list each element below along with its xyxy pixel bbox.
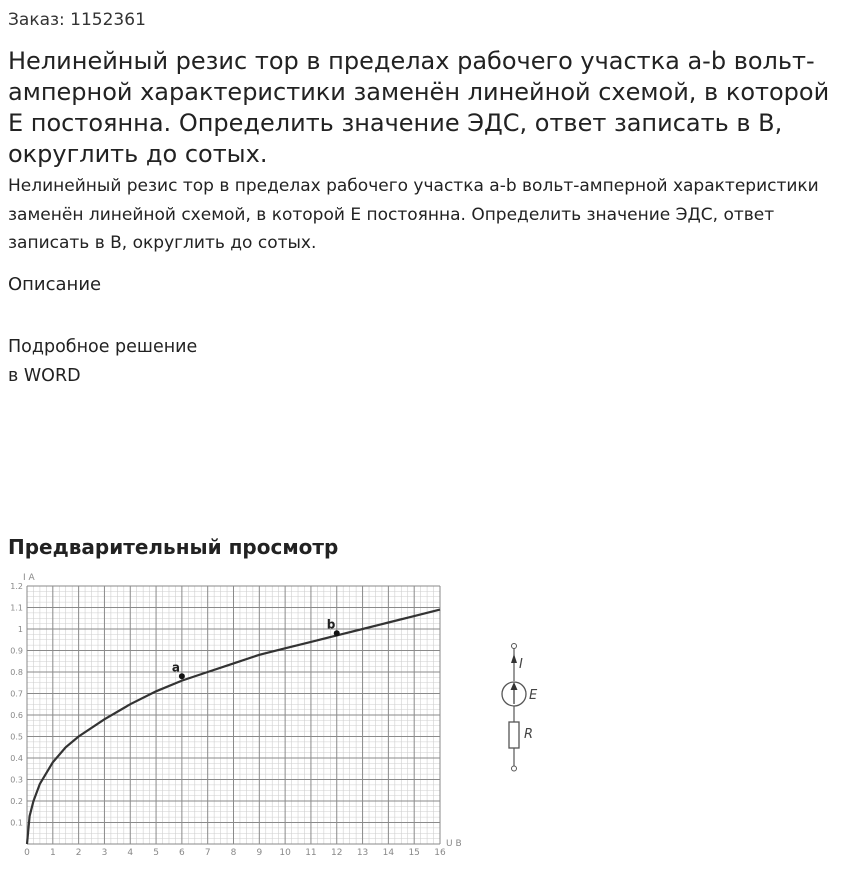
x-tick-label: 16	[434, 848, 446, 858]
task-title: Нелинейный резис тор в пределах рабочего участка a-b вольт-амперной характеристики заменён линейной схемой, в которой E постоянна. Определить значение ЭДС, ответ записать в В, округлить до сотых.	[8, 47, 830, 168]
order-number: Заказ: 1152361	[8, 10, 146, 30]
emf-label: E	[529, 688, 538, 703]
x-tick-label: 11	[305, 848, 317, 858]
point-label-a: a	[171, 660, 180, 675]
x-tick-labels	[24, 848, 446, 858]
emf-arrow-icon	[511, 682, 518, 690]
bottom-terminal	[512, 766, 517, 771]
x-tick-label: 12	[331, 848, 343, 858]
x-tick-label: 10	[279, 848, 291, 858]
description-line-1: Подробное решение	[8, 337, 198, 357]
x-tick-label: 13	[356, 848, 369, 858]
description-line-2: в WORD	[8, 366, 81, 386]
circuit-diagram	[490, 636, 560, 776]
vac-chart	[0, 566, 480, 867]
x-tick-label: 4	[127, 848, 134, 858]
y-tick-label: 0.9	[10, 646, 23, 656]
current-arrow-icon	[511, 654, 517, 663]
x-tick-label: 9	[256, 848, 263, 858]
description-label: Описание	[8, 274, 102, 295]
y-tick-label: 1	[17, 625, 23, 634]
equivalent-circuit	[490, 636, 560, 776]
current-label: I	[519, 657, 523, 672]
x-tick-label: 6	[179, 848, 185, 858]
x-tick-label: 1	[49, 848, 56, 858]
y-tick-labels	[10, 582, 23, 828]
x-tick-label: 15	[408, 848, 420, 858]
y-tick-label: 0.1	[10, 818, 23, 828]
x-tick-label: 14	[382, 848, 395, 858]
task-body: Нелинейный резис тор в пределах рабочего участка a-b вольт-амперной характеристики заменён линейной схемой, в которой E постоянна. Определить значение ЭДС, ответ записать в В, округлить до сотых.	[8, 176, 819, 253]
x-tick-label: 0	[24, 848, 30, 858]
resistor-icon	[509, 722, 519, 748]
y-tick-label: 0.4	[10, 754, 23, 763]
point-label-b: b	[326, 617, 336, 632]
resistor-label: R	[524, 727, 534, 742]
x-tick-label: 5	[153, 848, 159, 858]
top-terminal	[512, 644, 517, 649]
preview-title: Предварительный просмотр	[8, 535, 339, 559]
y-tick-label: 0.2	[10, 797, 23, 806]
y-tick-label: 1.2	[10, 582, 23, 591]
x-tick-label: 2	[75, 848, 82, 858]
y-tick-label: 1.1	[10, 603, 23, 613]
y-axis-label: I А	[23, 573, 35, 583]
chart-points	[172, 617, 340, 679]
x-tick-label: 7	[204, 848, 211, 858]
y-tick-label: 0.7	[10, 689, 23, 699]
x-axis-label: U В	[446, 839, 462, 849]
y-tick-label: 0.8	[10, 668, 23, 677]
y-tick-label: 0.5	[10, 732, 23, 742]
y-tick-label: 0.3	[10, 775, 23, 785]
y-tick-label: 0.6	[10, 711, 23, 720]
x-tick-label: 8	[230, 848, 237, 858]
x-tick-label: 3	[101, 848, 108, 858]
vac-chart-svg	[0, 566, 480, 867]
